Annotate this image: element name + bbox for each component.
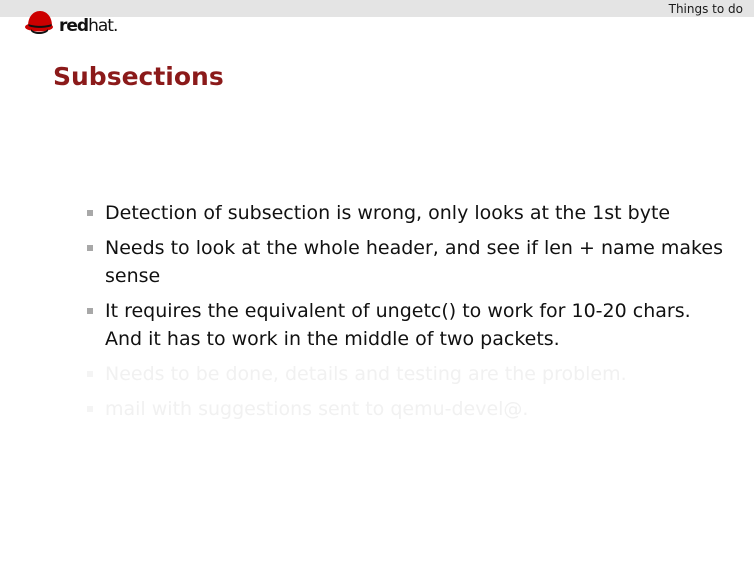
bullet-item bbox=[86, 395, 726, 423]
bullet-text: Needs to look at the whole header, and see if len + name makes sense bbox=[105, 237, 723, 287]
logo-text-regular: hat. bbox=[88, 16, 118, 36]
logo-wordmark bbox=[59, 16, 117, 36]
bullet-item bbox=[86, 234, 726, 290]
bullet-item bbox=[86, 199, 726, 227]
redhat-logo bbox=[24, 9, 124, 37]
bullet-list bbox=[86, 199, 726, 430]
bullet-text: It requires the equivalent of ungetc() to work for 10-20 chars. And it has to work in the middle of two packets. bbox=[105, 300, 691, 350]
bullet-square-icon bbox=[87, 308, 93, 314]
bullet-item bbox=[86, 297, 726, 353]
shadowman-hat-icon bbox=[24, 9, 56, 35]
bullet-text: Needs to be done, details and testing are the problem. bbox=[105, 363, 627, 385]
bullet-text: Detection of subsection is wrong, only looks at the 1st byte bbox=[105, 202, 671, 224]
bullet-text: mail with suggestions sent to qemu-devel@. bbox=[105, 398, 529, 420]
bullet-item bbox=[86, 360, 726, 388]
bullet-square-icon bbox=[87, 371, 93, 377]
slide-title: Subsections bbox=[53, 62, 224, 91]
bullet-square-icon bbox=[87, 245, 93, 251]
section-name: Things to do bbox=[668, 2, 743, 16]
logo-text-bold: red bbox=[59, 16, 89, 36]
bullet-square-icon bbox=[87, 210, 93, 216]
bullet-square-icon bbox=[87, 406, 93, 412]
